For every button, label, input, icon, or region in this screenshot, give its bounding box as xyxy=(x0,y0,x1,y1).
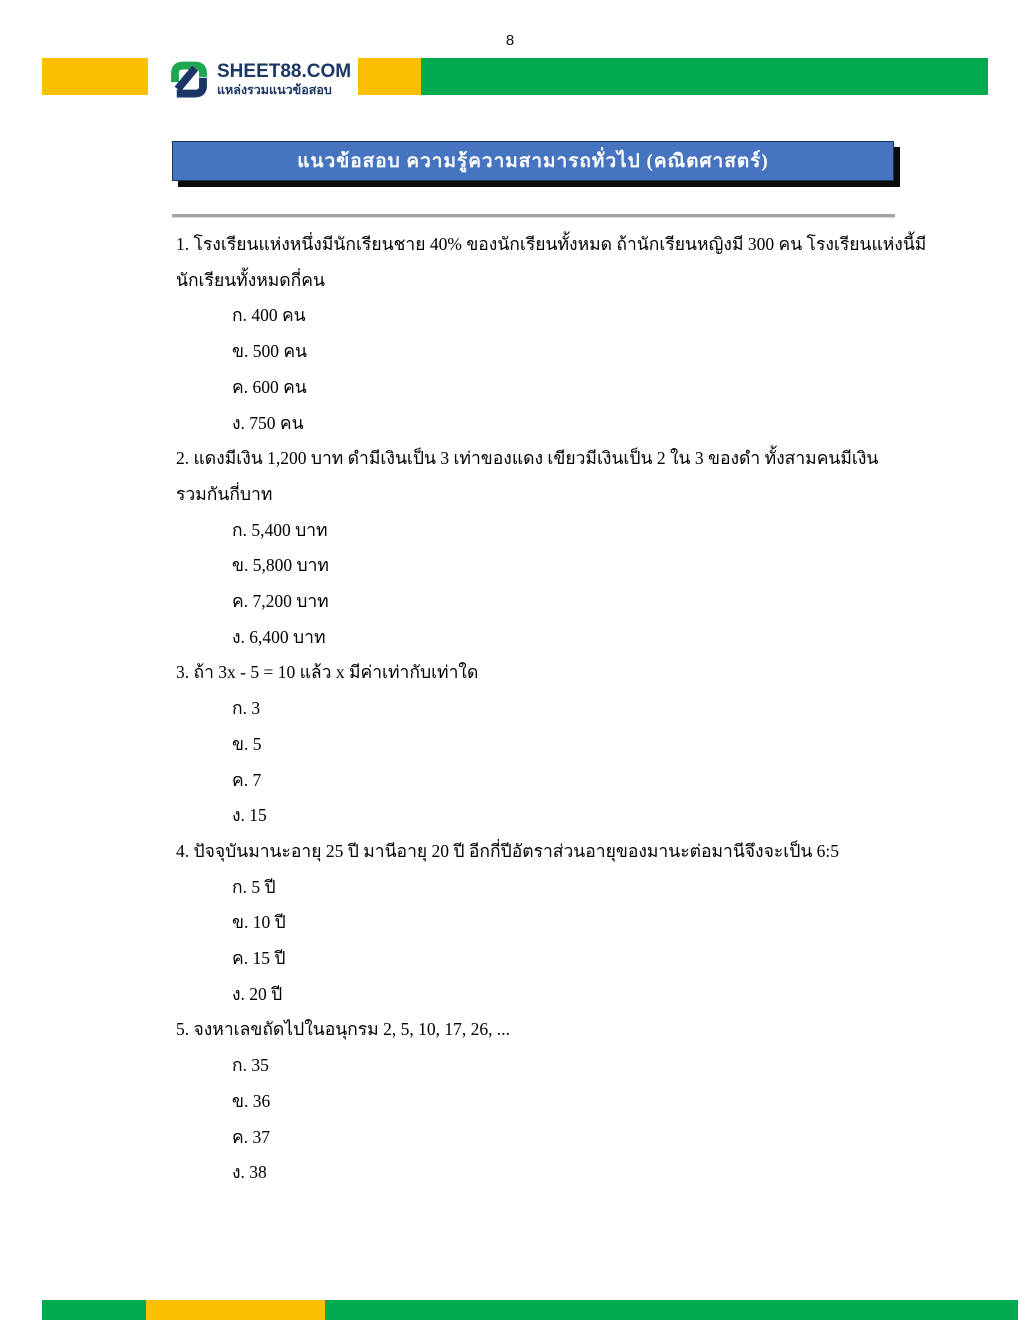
question-text-line: 1. โรงเรียนแห่งหนึ่งมีนักเรียนชาย 40% ของนักเรียนทั้งหมด ถ้านักเรียนหญิงมี 300 คน โรงเรียนแห่งนี้มี xyxy=(176,234,927,254)
answer-option: ก. 400 คน xyxy=(232,305,306,326)
header-green-bar xyxy=(421,58,988,95)
answer-option: ข. 500 คน xyxy=(232,341,308,362)
brand-tagline: แหล่งรวมแนวข้อสอบ xyxy=(217,82,332,97)
questions-list xyxy=(176,227,927,1191)
question-text-line: 4. ปัจจุบันมานะอายุ 25 ปี มานีอายุ 20 ปี อีกกี่ปีอัตราส่วนอายุของมานะต่อมานีจึงจะเป็น 6:5 xyxy=(176,840,840,861)
logo-text xyxy=(217,62,351,97)
answer-option: ค. 7 xyxy=(232,769,262,790)
answer-option: ข. 5,800 บาท xyxy=(232,555,329,576)
answer-option: ก. 3 xyxy=(232,698,261,719)
footer-green-bar-left xyxy=(42,1300,146,1320)
question-text-line: 2. แดงมีเงิน 1,200 บาท ดำมีเงินเป็น 3 เท่าของแดง เขียวมีเงินเป็น 2 ใน 3 ของดำ ทั้งสามคนมีเงิน xyxy=(176,448,879,469)
answer-option: ค. 37 xyxy=(232,1126,270,1147)
answer-option: ค. 7,200 บาท xyxy=(232,591,329,612)
answer-option: ง. 6,400 บาท xyxy=(232,626,326,647)
document-title: แนวข้อสอบ ความรู้ความสามารถทั่วไป (คณิตศาสตร์) xyxy=(297,151,769,172)
question-block-4 xyxy=(176,834,900,1013)
question-block-2 xyxy=(176,441,900,655)
answer-option: ง. 15 xyxy=(232,805,267,826)
divider-line xyxy=(172,214,895,218)
answer-option: ค. 15 ปี xyxy=(232,948,286,969)
sheet88-s-icon xyxy=(168,57,210,102)
page-number: 8 xyxy=(505,32,515,49)
question-text-line: 5. จงหาเลขถัดไปในอนุกรม 2, 5, 10, 17, 26, ... xyxy=(176,1019,510,1040)
question-text-line: รวมกันกี่บาท xyxy=(176,483,273,504)
footer-yellow-bar xyxy=(146,1300,325,1320)
question-block-3 xyxy=(176,655,900,834)
header-yellow-bar-mid xyxy=(358,58,421,95)
answer-option: ก. 35 xyxy=(232,1055,269,1076)
answer-option: ก. 5,400 บาท xyxy=(232,519,328,540)
title-banner xyxy=(172,141,894,181)
question-text-line: 3. ถ้า 3x - 5 = 10 แล้ว x มีค่าเท่ากับเท่าใด xyxy=(176,662,479,683)
footer-green-bar-right xyxy=(325,1300,1018,1320)
answer-option: ง. 20 ปี xyxy=(232,983,283,1004)
answer-option: ข. 36 xyxy=(232,1090,271,1111)
brand-name: SHEET88.COM xyxy=(217,60,352,82)
question-block-1 xyxy=(176,227,927,441)
answer-option: ค. 600 คน xyxy=(232,376,307,397)
question-text-line: นักเรียนทั้งหมดกี่คน xyxy=(176,269,325,290)
answer-option: ข. 10 ปี xyxy=(232,912,286,933)
sheet88-logo xyxy=(168,56,352,102)
answer-option: ก. 5 ปี xyxy=(232,876,276,897)
answer-option: ง. 750 คน xyxy=(232,412,304,433)
answer-option: ข. 5 xyxy=(232,733,262,754)
question-block-5 xyxy=(176,1012,900,1191)
header-yellow-bar-left xyxy=(42,58,148,95)
answer-option: ง. 38 xyxy=(232,1162,267,1183)
